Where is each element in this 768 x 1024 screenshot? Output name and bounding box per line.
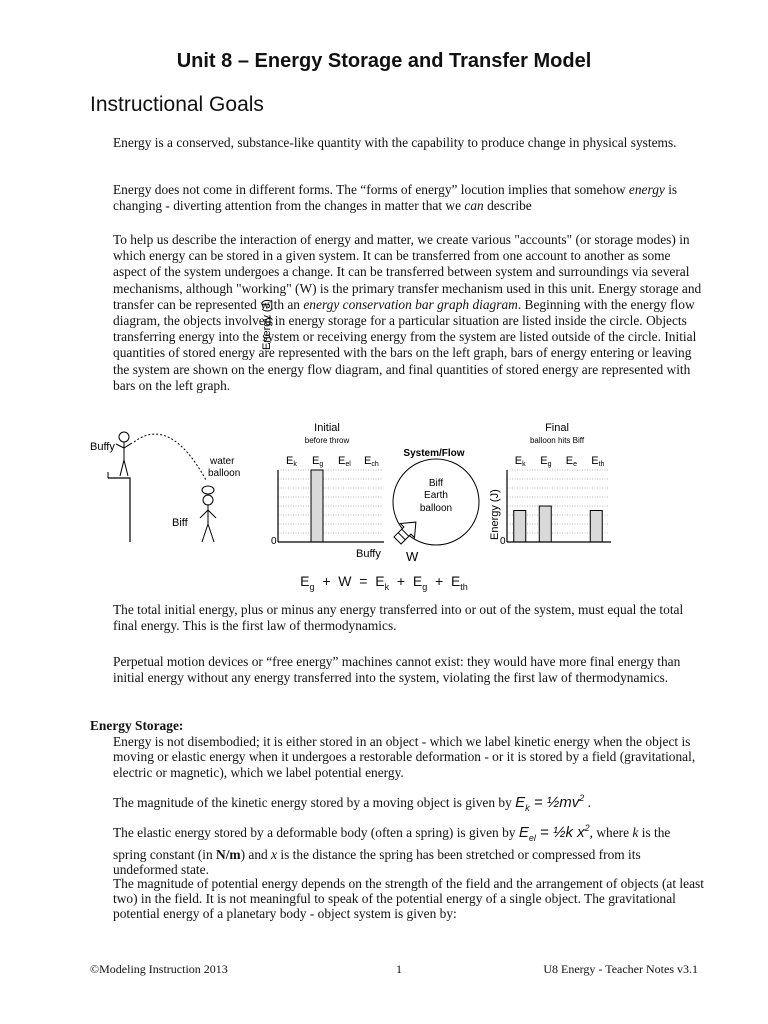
eq-e: E bbox=[450, 573, 461, 589]
text-run: is the distance the spring has been stretched or compressed from its undeformed state. bbox=[113, 846, 641, 878]
circle-item-earth: Earth bbox=[424, 490, 448, 501]
text-run: describe bbox=[483, 198, 532, 214]
text-emphasis: x bbox=[271, 846, 278, 862]
eq-e: E bbox=[412, 573, 423, 589]
formula-sub: el bbox=[528, 833, 536, 843]
initial-col-label: Ech bbox=[364, 455, 379, 468]
eq-op: = bbox=[359, 573, 368, 589]
formula-sup: 2 bbox=[579, 793, 585, 803]
text-run: is changing - diverting attention from the changes in matter that we bbox=[113, 182, 678, 214]
formula-eq: = bbox=[540, 824, 549, 841]
final-bar-graph bbox=[489, 422, 611, 547]
text-run: The magnitude of the kinetic energy stored by a moving object is given by bbox=[113, 795, 516, 810]
paragraph-text: Perpetual motion devices or “free energy” machines cannot exist: they would have more final energy than initial energy without any energy transferred into the system, violating the first law of thermodynamics. bbox=[113, 654, 681, 686]
eq-sub: th bbox=[460, 581, 468, 592]
system-flow-title: System/Flow bbox=[403, 448, 465, 459]
final-bar bbox=[539, 506, 551, 542]
formula-e: E bbox=[515, 794, 526, 811]
paragraph-text bbox=[113, 821, 705, 878]
biff-label: Biff bbox=[172, 517, 188, 529]
elastic-formula bbox=[519, 824, 590, 841]
circle-item-balloon: balloon bbox=[419, 503, 453, 514]
initial-col-label: Eel bbox=[338, 455, 351, 468]
paragraph-perpetual bbox=[113, 654, 705, 686]
initial-axis-label: Energy (J) bbox=[261, 299, 273, 350]
eq-sub: g bbox=[309, 581, 315, 592]
paragraph-conserved bbox=[113, 135, 705, 151]
final-col-label: Ee bbox=[565, 455, 577, 468]
initial-col-label: Eg bbox=[312, 455, 324, 468]
water-label: water bbox=[210, 456, 235, 467]
buffy-label: Buffy bbox=[90, 441, 115, 453]
paragraph-text: Energy is not disembodied; it is either stored in an object - which we label kinetic energy when the object is moving or elastic energy when it undergoes a restorable deformation - or it is stored by a field (gravitational, electric or magnetic), which we label potential energy. bbox=[113, 734, 696, 780]
paragraph-accounts bbox=[113, 232, 705, 394]
formula-e: E bbox=[518, 824, 529, 841]
kinetic-formula bbox=[515, 794, 584, 811]
formula-rhs: k x bbox=[565, 824, 585, 841]
paragraph-storage bbox=[113, 734, 705, 780]
final-col-label: Ek bbox=[514, 455, 526, 468]
energy-equation bbox=[0, 573, 768, 592]
final-bar bbox=[514, 511, 526, 543]
paragraph-text: The magnitude of the kinetic energy stored by a moving object is given by $E_k$ = $\frac{1}{2}mv^2$ . bbox=[113, 793, 591, 813]
initial-title: Initial bbox=[314, 422, 340, 434]
text-emphasis: energy bbox=[628, 182, 665, 197]
text-emphasis: k bbox=[632, 825, 639, 840]
footer-page-number: 1 bbox=[396, 962, 402, 976]
paragraph-kinetic bbox=[113, 790, 705, 816]
initial-zero: 0 bbox=[271, 536, 277, 547]
text-bold: N/m bbox=[216, 846, 241, 862]
text-run: is the spring constant (in bbox=[113, 825, 671, 862]
final-col-label: Eth bbox=[591, 455, 605, 468]
cliff-scene bbox=[90, 432, 240, 542]
final-zero: 0 bbox=[500, 536, 506, 547]
formula-sub: k bbox=[525, 803, 530, 813]
formula-rhs: mv bbox=[559, 794, 580, 811]
eq-w: W bbox=[338, 573, 352, 589]
text-run: , where bbox=[589, 825, 633, 840]
initial-bar bbox=[311, 470, 323, 542]
eq-e: E bbox=[300, 573, 310, 589]
eq-e: E bbox=[375, 573, 385, 589]
paragraph-first-law bbox=[113, 602, 705, 634]
formula-half: ½ bbox=[552, 824, 566, 841]
paragraph-potential bbox=[113, 876, 705, 922]
paragraph-text bbox=[113, 232, 705, 394]
buffy-outside-label: Buffy bbox=[356, 548, 381, 560]
formula-eq: = bbox=[533, 794, 543, 811]
eq-sub: k bbox=[384, 581, 390, 592]
text-run: ) and bbox=[240, 846, 272, 862]
paragraph-text: The total initial energy, plus or minus any energy transferred into or out of the system, must equal the total final energy. This is the first law of thermodynamics. bbox=[113, 602, 684, 634]
final-bar bbox=[590, 511, 602, 543]
text-run: The elastic energy stored by a deformable body (often a spring) is given by bbox=[113, 825, 519, 840]
final-col-label: Eg bbox=[540, 455, 552, 468]
initial-subtitle: before throw bbox=[304, 436, 350, 445]
final-axis-label: Energy (J) bbox=[489, 489, 501, 540]
paragraph-forms bbox=[113, 182, 705, 214]
circle-item-biff: Biff bbox=[428, 478, 444, 489]
section-title: Instructional Goals bbox=[90, 93, 264, 116]
paragraph-text: The magnitude of potential energy depends on the strength of the field and the arrangement of objects (at least two) in the field. It is not meaningful to speak of the potential energy of a single object. The gravitational potential energy of a planetary body - object system is given by: bbox=[113, 876, 704, 922]
paragraph-text bbox=[113, 182, 705, 214]
paragraph-elastic bbox=[113, 821, 705, 878]
text-emphasis: can bbox=[464, 198, 484, 214]
balloon-label: balloon bbox=[208, 468, 241, 479]
eq-op: + bbox=[322, 573, 331, 589]
eq-op: + bbox=[396, 573, 406, 589]
final-subtitle: balloon hits Biff bbox=[529, 436, 585, 445]
eq-sub: g bbox=[422, 581, 428, 592]
initial-col-label: Ek bbox=[286, 455, 297, 468]
final-title: Final bbox=[545, 422, 569, 434]
energy-storage-heading: Energy Storage: bbox=[90, 718, 184, 733]
formula-half: ½ bbox=[546, 794, 560, 811]
text-run: . Beginning with the energy flow diagram, the objects involved in energy storage for a particular situation are listed inside the circle. Objects transferring energy into the system or receiving energy from the system are listed outside of the circle. Initial quantities of stored energy are represented with the bars on the left graph, bars of energy entering or leaving the system are shown on the energy flow diagram, and final quantities of stored energy are represented with bars on the left graph. bbox=[113, 296, 697, 393]
footer-right: U8 Energy - Teacher Notes v3.1 bbox=[543, 962, 698, 976]
work-arrow-icon bbox=[390, 515, 423, 548]
page-title: Unit 8 – Energy Storage and Transfer Model bbox=[176, 50, 592, 72]
work-label: W bbox=[406, 549, 419, 564]
paragraph-text: Energy is a conserved, substance-like quantity with the capability to produce change in physical systems. bbox=[113, 135, 677, 150]
text-run: Energy does not come in different forms. The “forms of energy” locution implies that somehow bbox=[113, 182, 629, 197]
footer-left: ©Modeling Instruction 2013 bbox=[90, 962, 228, 976]
text-run: To help us describe the interaction of energy and matter, we create various "accounts" (or storage modes) in which energy can be stored in a given system. It can be transferred from one account to another as some aspect of the system undergoes a change. It can be transferred between system and surroundings via several mechanisms, although "working" (W) is the primary transfer mechanism used in this unit. Energy storage and transfer can be represented with an bbox=[113, 232, 702, 312]
formula-sup: 2 bbox=[584, 823, 590, 833]
eq-op: + bbox=[434, 573, 444, 589]
text-emphasis: energy conservation bar graph diagram bbox=[303, 296, 518, 312]
